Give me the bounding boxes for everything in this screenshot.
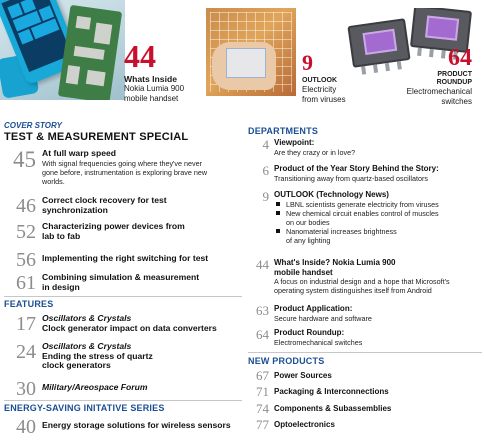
page-number: 56 [16, 249, 36, 271]
toc-entry[interactable] [4, 250, 244, 270]
page-number: 52 [16, 221, 36, 243]
toc-entry[interactable] [4, 222, 244, 242]
page-number: 46 [16, 195, 36, 217]
cover-story-kicker: COVER STORY [4, 121, 62, 130]
banner-44-title: Whats Inside [124, 74, 178, 84]
entry-title: At full warp speed [42, 148, 117, 158]
banner-44-sub-2: mobile handset [124, 94, 179, 103]
entry-desc-2: gone before, instrumentation is exploring brave new [42, 167, 208, 177]
page-number: 30 [16, 378, 36, 400]
features-heading: FEATURES [4, 299, 54, 309]
entry-title-2: clock generators [42, 360, 111, 370]
section-divider [248, 352, 482, 353]
entry-desc-1: Secure hardware and software [274, 313, 372, 323]
banner-9-sub-2: from viruses [302, 95, 346, 104]
toc-entry[interactable] [248, 304, 482, 323]
entry-title-2: lab to fab [42, 230, 81, 241]
page-number: 40 [16, 416, 36, 438]
entry-desc-1: A focus on industrial design and a hope that Microsoft's [274, 277, 450, 286]
page-number: 77 [256, 417, 269, 432]
entry-title-1: Clock generator impact on data converters [42, 322, 217, 333]
entry-desc-1: Transitioning away from quartz-based oscillators [274, 173, 428, 183]
toc-entry[interactable] [4, 342, 244, 371]
page-number: 6 [262, 163, 269, 178]
entry-title: OUTLOOK (Technology News) [274, 190, 389, 199]
entry-title: Product Roundup: [274, 328, 345, 337]
entry-title-2: synchronization [42, 204, 108, 215]
bullet-square-icon [276, 229, 280, 233]
entry-kicker: Oscillators & Crystals [42, 341, 132, 351]
nokia-lumia-photo [0, 0, 125, 100]
banner-64-sub-2: switches [441, 97, 472, 106]
toc-entry[interactable] [248, 164, 482, 183]
banner-64-number: 64 [448, 45, 472, 71]
entry-title: Product of the Year Story Behind the Story: [274, 164, 439, 173]
departments-heading: DEPARTMENTS [248, 126, 319, 136]
toc-entry[interactable] [4, 149, 244, 186]
banner-44-number: 44 [124, 38, 156, 74]
page-number: 63 [256, 303, 269, 318]
toc-entry[interactable] [4, 273, 244, 293]
page-number: 67 [256, 368, 269, 383]
page-number: 74 [256, 401, 269, 416]
page-number: 17 [16, 313, 36, 335]
section-divider [4, 296, 242, 297]
feature-banner [0, 0, 484, 112]
entry-title-2: mobile handset [274, 267, 333, 277]
entry-title: Energy storage solutions for wireless sensors [42, 420, 231, 430]
page-number: 24 [16, 341, 36, 363]
bullet-continuation: of any lighting [286, 235, 331, 245]
entry-title: Packaging & Interconnections [274, 387, 389, 396]
toc-entry[interactable] [4, 417, 244, 437]
toc-entry[interactable] [248, 418, 482, 431]
entry-desc-1: With signal frequencies going where they've never [42, 158, 202, 168]
bullet-item: New chemical circuit enables control of muscles [274, 209, 482, 218]
virus-electricity-photo [206, 8, 296, 96]
banner-64-title-1: PRODUCT [437, 71, 472, 78]
page-number: 4 [262, 137, 269, 152]
entry-title-1: Combining simulation & measurement [42, 272, 200, 282]
section-divider [4, 400, 242, 401]
toc-entry[interactable] [4, 314, 244, 334]
entry-title: Product Application: [274, 304, 353, 313]
entry-desc-1: Electromechanical switches [274, 337, 363, 347]
energy-heading: ENERGY-SAVING INITATIVE SERIES [4, 403, 165, 413]
toc-entry[interactable] [248, 138, 482, 157]
toc-entry[interactable] [4, 379, 244, 399]
page-number: 64 [256, 327, 269, 342]
toc-entry[interactable] [4, 196, 244, 216]
bullet-square-icon [276, 202, 280, 206]
page-number: 9 [262, 189, 269, 204]
bullet-continuation: on our bodies [286, 217, 330, 227]
entry-desc-3: worlds. [42, 176, 65, 186]
banner-44-sub-1: Nokia Lumia 900 [124, 84, 185, 93]
page-number: 44 [256, 257, 269, 272]
banner-9-sub-1: Electricity [302, 85, 337, 94]
entry-title: Optoelectronics [274, 420, 335, 429]
banner-64-title-2: ROUNDUP [436, 79, 472, 86]
banner-64-sub-1: Electromechanical [406, 87, 472, 96]
entry-desc-1: Are they crazy or in love? [274, 147, 356, 157]
toc-entry[interactable] [248, 190, 482, 245]
entry-kicker: Oscillators & Crystals [42, 313, 132, 323]
entry-title-2: in design [42, 281, 80, 292]
bullet-item: Nanomaterial increases brightness [274, 227, 482, 236]
bullet-square-icon [276, 211, 280, 215]
new-products-heading: NEW PRODUCTS [248, 356, 325, 366]
toc-entry[interactable] [248, 385, 482, 398]
cover-story-title: TEST & MEASUREMENT SPECIAL [4, 131, 189, 143]
entry-title-1: Characterizing power devices from [42, 221, 185, 231]
banner-9-title: OUTLOOK [302, 77, 337, 84]
entry-title-1: Ending the stress of quartz [42, 350, 153, 361]
toc-entry[interactable] [248, 369, 482, 382]
entry-title: Components & Subassemblies [274, 404, 392, 413]
page-number: 45 [13, 147, 36, 172]
toc-entry[interactable] [248, 258, 482, 295]
entry-title-1: What's Inside? Nokia Lumia 900 [274, 258, 396, 267]
entry-title-1: Implementing the right switching for test [42, 253, 209, 263]
entry-title-1: Correct clock recovery for test [42, 195, 167, 205]
banner-9-number: 9 [302, 50, 313, 75]
toc-entry[interactable] [248, 328, 482, 347]
page-number: 61 [16, 272, 36, 294]
entry-desc-2: operating system distinguishes itself from Android [274, 286, 432, 295]
page-number: 71 [256, 384, 269, 399]
entry-title: Power Sources [274, 371, 332, 380]
entry-kicker: Military/Areospace Forum [42, 382, 148, 392]
entry-title: Viewpoint: [274, 138, 315, 147]
toc-entry[interactable] [248, 402, 482, 415]
bullet-item: LBNL scientists generate electricity from viruses [274, 200, 482, 209]
